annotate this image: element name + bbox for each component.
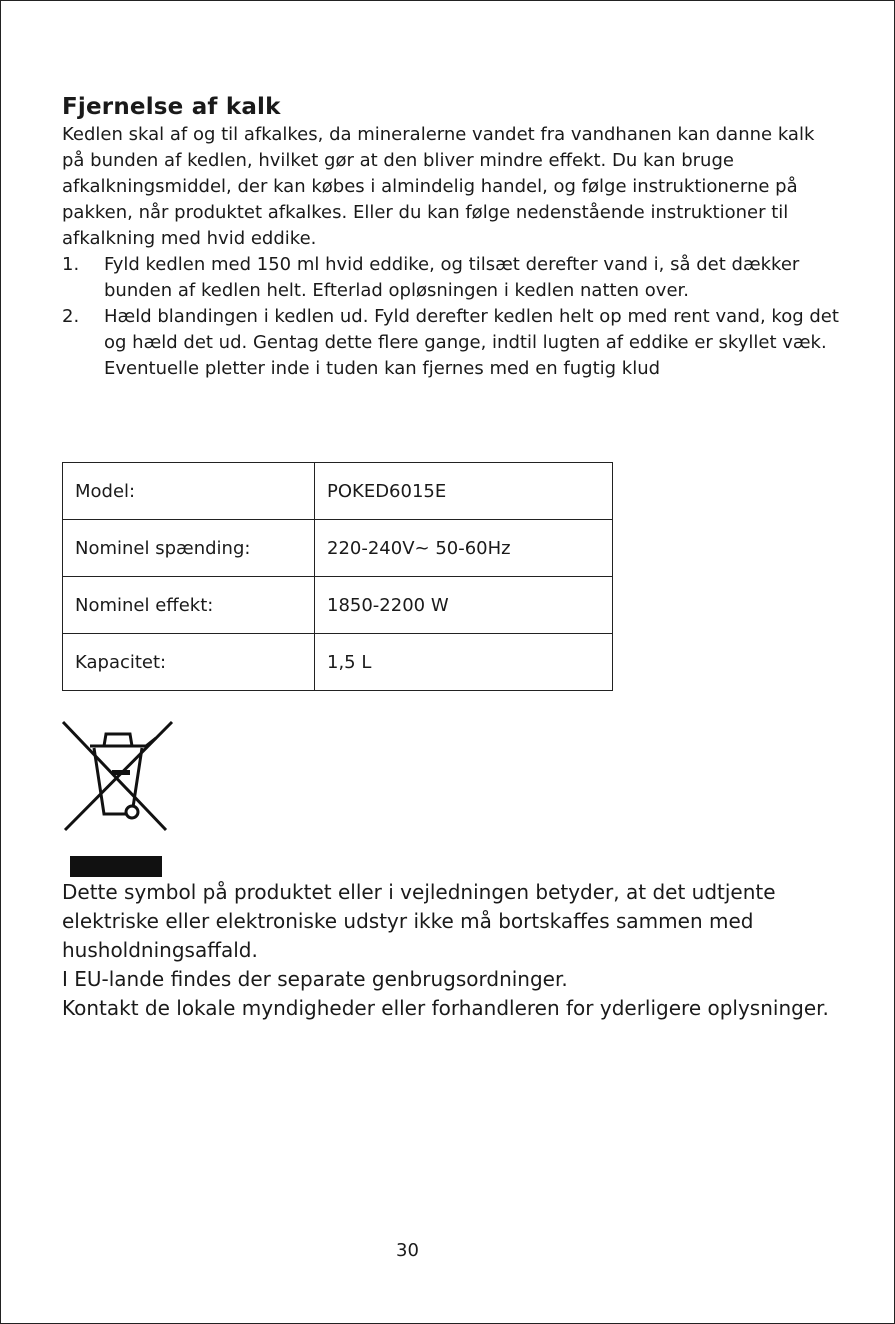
- list-item: [62, 252, 842, 304]
- table-row: [63, 463, 613, 520]
- disposal-line: I EU-lande findes der separate genbrugsordninger.: [62, 967, 568, 991]
- step-number: 1.: [62, 254, 80, 275]
- spec-label: Nominel effekt:: [63, 577, 315, 634]
- spec-label: Kapacitet:: [63, 634, 315, 691]
- disposal-line: Kontakt de lokale myndigheder eller forhandleren for yderligere oplysninger.: [62, 996, 829, 1020]
- list-item: [62, 304, 842, 382]
- specifications-table: [62, 462, 613, 691]
- intro-paragraph: Kedlen skal af og til afkalkes, da mineralerne vandet fra vandhanen kan danne kalk på bunden af kedlen, hvilket gør at den bliver mindre effekt. Du kan bruge afkalkningsmiddel, der kan købes i almindelig handel, og følge instruktionerne på pakken, når produktet afkalkes. Eller du kan følge nedenstående instruktioner til afkalkning med hvid eddike.: [62, 124, 815, 249]
- spec-value: POKED6015E: [315, 463, 613, 520]
- step-number: 2.: [62, 306, 80, 327]
- crossed-out-wheelie-bin-icon: [60, 718, 174, 834]
- spec-value: 1,5 L: [315, 634, 613, 691]
- spec-label: Nominel spænding:: [63, 520, 315, 577]
- page-number: 30: [396, 1240, 419, 1261]
- step-text: Fyld kedlen med 150 ml hvid eddike, og tilsæt derefter vand i, så det dækker bunden af kedlen helt. Efterlad opløsningen i kedlen natten over.: [104, 254, 800, 301]
- table-row: [63, 634, 613, 691]
- section-heading: Fjernelse af kalk: [62, 94, 281, 120]
- descaling-section: [62, 92, 842, 382]
- table-row: [63, 577, 613, 634]
- spec-label: Model:: [63, 463, 315, 520]
- disposal-notice: [62, 878, 862, 1023]
- table-row: [63, 520, 613, 577]
- step-text: Hæld blandingen i kedlen ud. Fyld derefter kedlen helt op med rent vand, kog det og hæld det ud. Gentag dette flere gange, indtil lugten af eddike er skyllet væk. Eventuelle pletter inde i tuden kan fjernes med en fugtig klud: [104, 306, 839, 379]
- black-bar: [70, 856, 162, 877]
- instruction-list: [62, 252, 842, 382]
- disposal-line: Dette symbol på produktet eller i vejledningen betyder, at det udtjente elektriske eller elektroniske udstyr ikke må bortskaffes sammen med husholdningsaffald.: [62, 880, 776, 962]
- spec-value: 220-240V~ 50-60Hz: [315, 520, 613, 577]
- spec-value: 1850-2200 W: [315, 577, 613, 634]
